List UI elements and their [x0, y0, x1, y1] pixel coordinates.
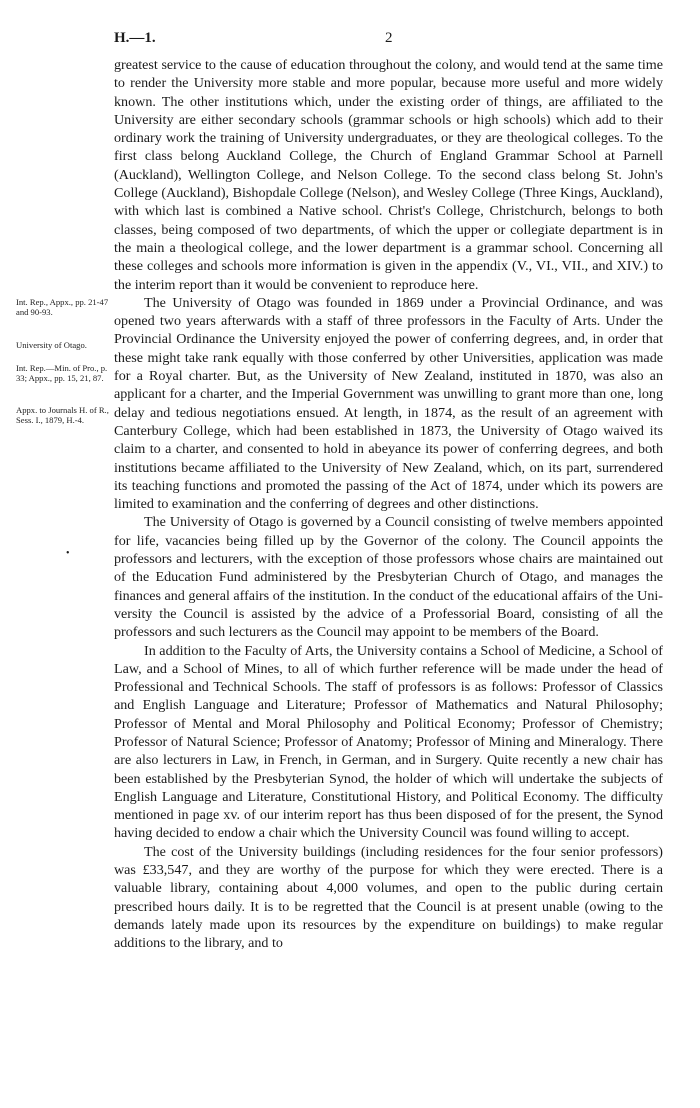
paragraph-2: The University of Otago was founded in 1869 under a Provincial Ordinance, and was opened two years afterwards with a staff of three professors in the Faculty of Arts. Under the Provincial Ordinance the University enjoyed the power of conferring degrees, and, in order that these might take rank equally with those conferred by other Universities, application was made for a Royal charter. But, as the University of New Zealand, instituted in 1870, was also an applicant for a charter, and the Imperial Government was unwilling to grant more than one, long delay and tedious negotiations ensued. At length, in 1874, as the result of an agreement with Canterbury College, which had been established in 1873, the University of Otago waived its claim to a charter, and consented to hold in abeyance its power of conferring degrees, and both institutions became affiliated to the University of New Zealand, which, on its part, surrendered its teaching functions and promoted the passing of the Act of 1874, under which its powers are limited to examination and the conferring of degrees and other distinctions. — [114, 294, 663, 513]
margin-note-university-of-otago: University of Otago. — [16, 340, 87, 350]
page-number: 2 — [385, 30, 393, 46]
margin-note-appx-journals: Appx. to Journals H. of R., Sess. I., 1879, H.-4. — [16, 405, 109, 426]
paragraph-5: The cost of the University buildings (including residences for the four senior professors) was £33,547, and they are worthy of the purpose for which they were erected. There is a valuable library, containing about 4,000 volumes, and open to the public during certain prescribed hours daily. It is to be regretted that the Council is at present unable (owing to the demands lately made upon its resources by the expenditure on buildings) to make regular additions to the library, and to — [114, 843, 663, 952]
margin-note-int-rep-min: Int. Rep.—Min. of Pro., p. 33; Appx., pp. 15, 21, 87. — [16, 363, 108, 384]
stray-mark: • — [66, 548, 70, 559]
paragraph-1: greatest service to the cause of education throughout the colony, and would tend at the same time to render the University more stable and more popular, because more useful and more widely known. The other institutions which, under the existing order of things, are affiliated to the University are either secondary schools (grammar schools or high schools) which add to their ordinary work the training of University undergraduates, or they are theological colleges. To the first class belong Auckland College, the Church of England Grammar School at Parnell (Auckland), Wellington College, and Nelson College. To the second class belong St. John's College (Auckland), Bishopdale College (Nelson), and Wesley College (Three Kings, Auckland), with which last is combined a Native school. Christ's College, Christchurch, belongs to both classes, being composed of two departments, of which the upper or collegiate department is in the main a theological college, and the lower department is a grammar school. Concerning all these colleges and schools more information is given in the appendix (V., VI., VII., and XIV.) to the interim report than it would be convenient to reproduce here. — [114, 57, 663, 293]
main-text — [114, 56, 663, 953]
margin-note-int-rep-appx: Int. Rep., Appx., pp. 21-47 and 90-93. — [16, 297, 109, 318]
paragraph-4: In addition to the Faculty of Arts, the University contains a School of Medicine, a School of Law, and a School of Mines, to all of which further reference will be made under the head of Professional and Technical Schools. The staff of professors is as follows: Professor of Classics and English Language and Literature; Professor of Mathematics and Natural Philosophy; Professor of Mental and Moral Philosophy and Political Economy; Professor of Chemistry; Professor of Natural Science; Professor of Anatomy; Professor of Mining and Mineralogy. There are also lecturers in Law, in French, in German, and in Surgery. Quite recently a new chair has been established by the Presbyterian Synod, the holder of which will undertake the subjects of English Language and Literature, Constitutional History, and Political Economy. The difficulty mentioned in page xv. of our interim report has thus been disposed of for the present, the Synod having decided to endow a chair which the University Council was found willing to accept. — [114, 642, 663, 842]
header-code: H.—1. — [114, 30, 156, 46]
paragraph-3: The University of Otago is governed by a Council consisting of twelve members appointed for life, vacancies being filled up by the Governor of the colony. The Council appoints the professors and lecturers, with the exception of those professors whose chairs are maintained out of the Education Fund administered by the Presbyterian Church of Otago, and manages the finances and general affairs of the institution. In the conduct of the educational affairs of the University the Council is assisted by the advice of a Professorial Board, consisting of all the professors and such lecturers as the Council may appoint to be members of the Board. — [114, 514, 663, 641]
